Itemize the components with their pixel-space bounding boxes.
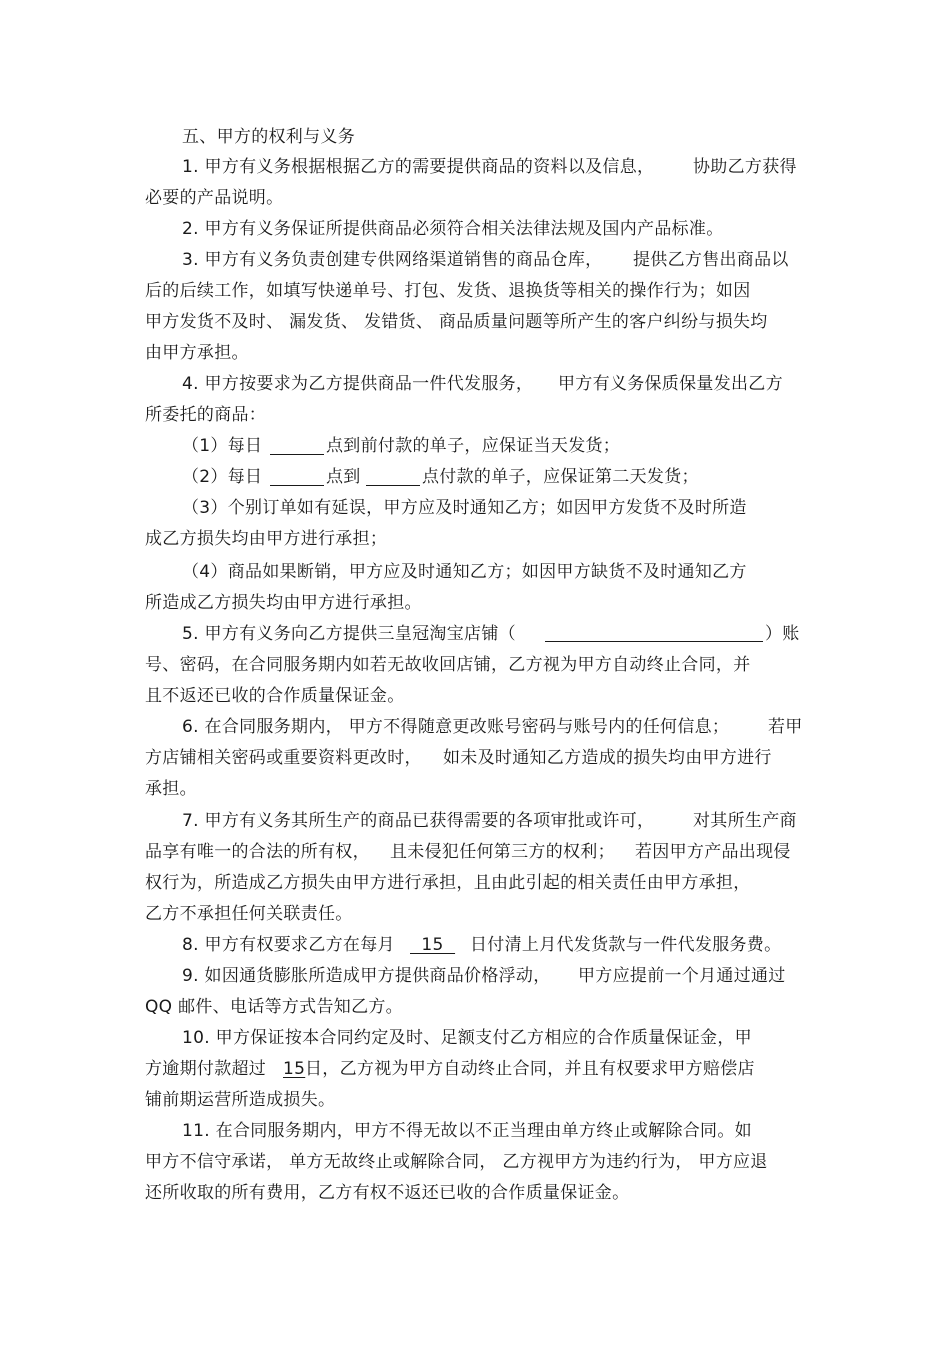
item-2-text: 点付款的单子，应保证第二天发货； [422,467,699,487]
clause-4-line-2: 所委托的商品： [145,405,267,425]
overdue-days-value: 15 [283,1059,306,1079]
clause-6-line-2-tail: 如未及时通知乙方造成的损失均由甲方进行 [443,748,772,768]
clause-9-line-1: 9. 如因通货膨胀所造成甲方提供商品价格浮动， [182,966,551,986]
item-2-mid: 点到 [326,467,361,487]
item-3-line-2: 成乙方损失均由甲方进行承担； [145,529,388,549]
clause-7-line-2: 品享有唯一的合法的所有权， [145,842,370,862]
clause-5-line-2: 号、密码，在合同服务期内如若无故收回店铺，乙方视为甲方自动终止合同，并 [145,655,751,675]
clause-11-line-2: 甲方不信守承诺， 单方无故终止或解除合同， 乙方视甲方为违约行为， 甲方应退 [145,1152,768,1172]
clause-7-line-2-tail: 若因甲方产品出现侵 [635,842,791,862]
clause-10-line-2: 日，乙方视为甲方自动终止合同，并且有权要求甲方赔偿店 [305,1059,755,1079]
clause-1-line-1-tail: 协助乙方获得 [693,157,797,177]
clause-5-line-1-tail: ）账 [765,624,800,644]
clause-3-line-1: 3. 甲方有义务负责创建专供网络渠道销售的商品仓库， [182,250,603,270]
item-4-line-1: （4）商品如果断销，甲方应及时通知乙方；如因甲方缺货不及时通知乙方 [182,562,747,582]
clause-11-line-1: 11. 在合同服务期内，甲方不得无故以不正当理由单方终止或解除合同。如 [182,1121,752,1141]
clause-7-line-3: 权行为，所造成乙方损失由甲方进行承担，且由此引起的相关责任由甲方承担， [145,873,751,893]
blank-field-time-2 [270,485,324,486]
clause-4-line-1: 4. 甲方按要求为乙方提供商品一件代发服务， [182,374,534,394]
blank-field-shop-name [545,641,763,642]
clause-9-line-2: QQ 邮件、电话等方式告知乙方。 [145,997,403,1017]
clause-9-line-1-tail: 甲方应提前一个月通过通过 [578,966,786,986]
clause-10-line-2-prefix: 方逾期付款超过 [145,1059,267,1079]
clause-6-line-2: 方店铺相关密码或重要资料更改时， [145,748,422,768]
clause-7-line-2-mid: 且未侵犯任何第三方的权利； [390,842,615,862]
clause-11-line-3: 还所收取的所有费用，乙方有权不返还已收的合作质量保证金。 [145,1183,630,1203]
blank-field-time-1 [270,454,324,455]
item-3-line-1: （3）个别订单如有延误，甲方应及时通知乙方；如因甲方发货不及时所造 [182,498,747,518]
clause-10-line-1: 10. 甲方保证按本合同约定及时、足额支付乙方相应的合作质量保证金，甲 [182,1028,752,1048]
section-title: 五、甲方的权利与义务 [182,127,355,147]
clause-1-line-2: 必要的产品说明。 [145,188,284,208]
clause-4-line-1-tail: 甲方有义务保质保量发出乙方 [558,374,783,394]
clause-8-line-1: 8. 甲方有权要求乙方在每月 [182,935,395,955]
payment-day-value: 15 [410,935,456,955]
clause-5-line-3: 且不返还已收的合作质量保证金。 [145,686,405,706]
clause-6-line-1-tail: 若甲 [768,717,803,737]
item-1-text: 点到前付款的单子，应保证当天发货； [326,436,621,456]
clause-7-line-1-tail: 对其所生产商 [693,811,797,831]
clause-2-line-1: 2. 甲方有义务保证所提供商品必须符合相关法律法规及国内产品标准。 [182,219,724,239]
clause-5-line-1: 5. 甲方有义务向乙方提供三皇冠淘宝店铺（ [182,624,516,644]
blank-field-time-3 [366,485,420,486]
clause-8-line-1-tail: 日付清上月代发货款与一件代发服务费。 [470,935,782,955]
clause-3-line-2: 后的后续工作，如填写快递单号、打包、发货、退换货等相关的操作行为；如因 [145,281,751,301]
item-4-line-2: 所造成乙方损失均由甲方进行承担。 [145,593,422,613]
clause-7-line-1: 7. 甲方有义务其所生产的商品已获得需要的各项审批或许可， [182,811,655,831]
clause-7-line-4: 乙方不承担任何关联责任。 [145,904,353,924]
item-1-prefix: （1）每日 [182,436,263,456]
clause-6-line-1: 6. 在合同服务期内， 甲方不得随意更改账号密码与账号内的任何信息； [182,717,730,737]
clause-10-line-3: 铺前期运营所造成损失。 [145,1090,336,1110]
clause-3-line-3: 甲方发货不及时、 漏发货、 发错货、 商品质量问题等所产生的客户纠纷与损失均 [145,312,768,332]
clause-6-line-3: 承担。 [145,779,197,799]
clause-3-line-1-tail: 提供乙方售出商品以 [633,250,789,270]
clause-1-line-1: 1. 甲方有义务根据根据乙方的需要提供商品的资料以及信息， [182,157,655,177]
clause-3-line-4: 由甲方承担。 [145,343,249,363]
item-2-prefix: （2）每日 [182,467,263,487]
